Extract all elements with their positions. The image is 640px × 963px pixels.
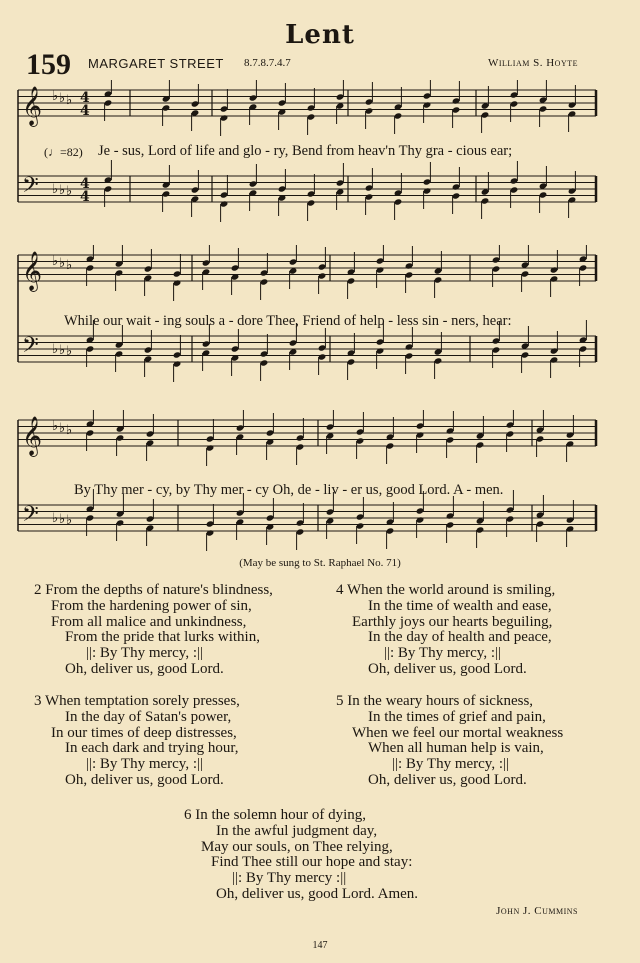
flat-icon: ♭ <box>66 513 73 528</box>
treble-clef-icon: 𝄞 <box>22 86 43 126</box>
verse-line: ||: By Thy mercy, :|| <box>86 756 203 773</box>
meter: 8.7.8.7.4.7 <box>244 57 291 69</box>
time-signature-top: 4 <box>80 176 90 192</box>
time-signature-bottom: 4 <box>80 103 90 119</box>
verse-line: Oh, deliver us, good Lord. <box>368 660 527 677</box>
section-title: Lent <box>285 20 355 50</box>
tempo-marking: (♩=82) <box>44 145 83 159</box>
flat-icon: ♭ <box>66 423 73 438</box>
verse-line: 3 When temptation sorely presses, <box>34 693 240 709</box>
flat-icon: ♭ <box>52 89 59 104</box>
bass-clef-icon: 𝄢 <box>22 502 39 532</box>
verse-line: 4 When the world around is smiling, <box>336 582 556 598</box>
verse-line: ||: By Thy mercy :|| <box>232 870 347 887</box>
music-staff-svg <box>0 80 640 240</box>
treble-clef-icon: 𝄞 <box>22 416 43 456</box>
flat-icon: ♭ <box>59 91 66 106</box>
flat-icon: ♭ <box>52 182 59 197</box>
treble-clef-icon: 𝄞 <box>22 251 43 291</box>
time-signature-top: 4 <box>80 90 90 106</box>
verse-line: In the day of Satan's power, <box>65 708 232 725</box>
usage-note: (May be sung to St. Raphael No. 71) <box>239 557 401 569</box>
verse-line: Oh, deliver us, good Lord. Amen. <box>216 885 419 902</box>
music-system-1 <box>0 80 640 240</box>
verse-line: From the hardening power of sin, <box>51 597 252 614</box>
verse-line: Oh, deliver us, good Lord. <box>368 771 527 788</box>
verse-4 <box>336 583 555 678</box>
author: John J. Cummins <box>496 905 578 917</box>
flat-icon: ♭ <box>66 184 73 199</box>
verse-line: ||: By Thy mercy, :|| <box>86 645 203 662</box>
composer: William S. Hoyte <box>487 57 578 69</box>
verse-line: Earthly joys our hearts beguiling, <box>352 613 553 630</box>
lyric-line-3: By Thy mer - cy, by Thy mer - cy Oh, de - liv - er us, good Lord. A - men. <box>74 482 504 498</box>
verse-line: 5 In the weary hours of sickness, <box>336 693 534 709</box>
verse-line: In the day of health and peace, <box>368 629 552 646</box>
tune-name: MARGARET STREET <box>88 56 224 71</box>
verse-6 <box>184 808 418 903</box>
flat-icon: ♭ <box>52 254 59 269</box>
bass-clef-icon: 𝄢 <box>22 173 39 203</box>
lyric-line-1: Je - sus, Lord of life and glo - ry, Bend from heav'n Thy gra - cious ear; <box>98 143 513 159</box>
flat-icon: ♭ <box>59 256 66 271</box>
verse-line: When we feel our mortal weakness <box>352 724 564 741</box>
music-system-3 <box>0 410 640 560</box>
flat-icon: ♭ <box>52 419 59 434</box>
verse-line: May our souls, on Thee relying, <box>201 838 393 855</box>
flat-icon: ♭ <box>59 512 66 527</box>
flat-icon: ♭ <box>59 343 66 358</box>
bass-clef-icon: 𝄢 <box>22 333 39 363</box>
verse-line: In each dark and trying hour, <box>65 740 239 757</box>
verse-line: Find Thee still our hope and stay: <box>211 854 413 871</box>
verse-5 <box>336 694 563 789</box>
verse-line: In the time of wealth and ease, <box>368 597 552 614</box>
verse-2 <box>34 583 273 678</box>
flat-icon: ♭ <box>66 258 73 273</box>
flat-icon: ♭ <box>52 511 59 526</box>
verse-line: Oh, deliver us, good Lord. <box>65 771 224 788</box>
verse-line: 2 From the depths of nature's blindness, <box>34 582 273 598</box>
time-signature-bottom: 4 <box>80 189 90 205</box>
verse-line: From all malice and unkindness, <box>51 613 247 630</box>
flat-icon: ♭ <box>59 183 66 198</box>
hymn-number: 159 <box>26 48 71 81</box>
verse-line: In the times of grief and pain, <box>368 708 546 725</box>
verse-line: ||: By Thy mercy, :|| <box>392 756 509 773</box>
flat-icon: ♭ <box>52 342 59 357</box>
verse-line: 6 In the solemn hour of dying, <box>184 807 367 823</box>
music-system-2 <box>0 245 640 405</box>
flat-icon: ♭ <box>66 344 73 359</box>
verse-line: When all human help is vain, <box>368 740 544 757</box>
page-number: 147 <box>312 940 328 951</box>
flat-icon: ♭ <box>66 93 73 108</box>
verse-3 <box>34 694 240 789</box>
verse-line: ||: By Thy mercy, :|| <box>384 645 501 662</box>
verse-line: Oh, deliver us, good Lord. <box>65 660 224 677</box>
flat-icon: ♭ <box>59 421 66 436</box>
verse-line: From the pride that lurks within, <box>65 629 260 646</box>
verse-line: In our times of deep distresses, <box>51 724 237 741</box>
verse-line: In the awful judgment day, <box>216 822 378 839</box>
lyric-line-2: While our wait - ing souls a - dore Thee, Friend of help - less sin - ners, hear: <box>64 313 512 329</box>
